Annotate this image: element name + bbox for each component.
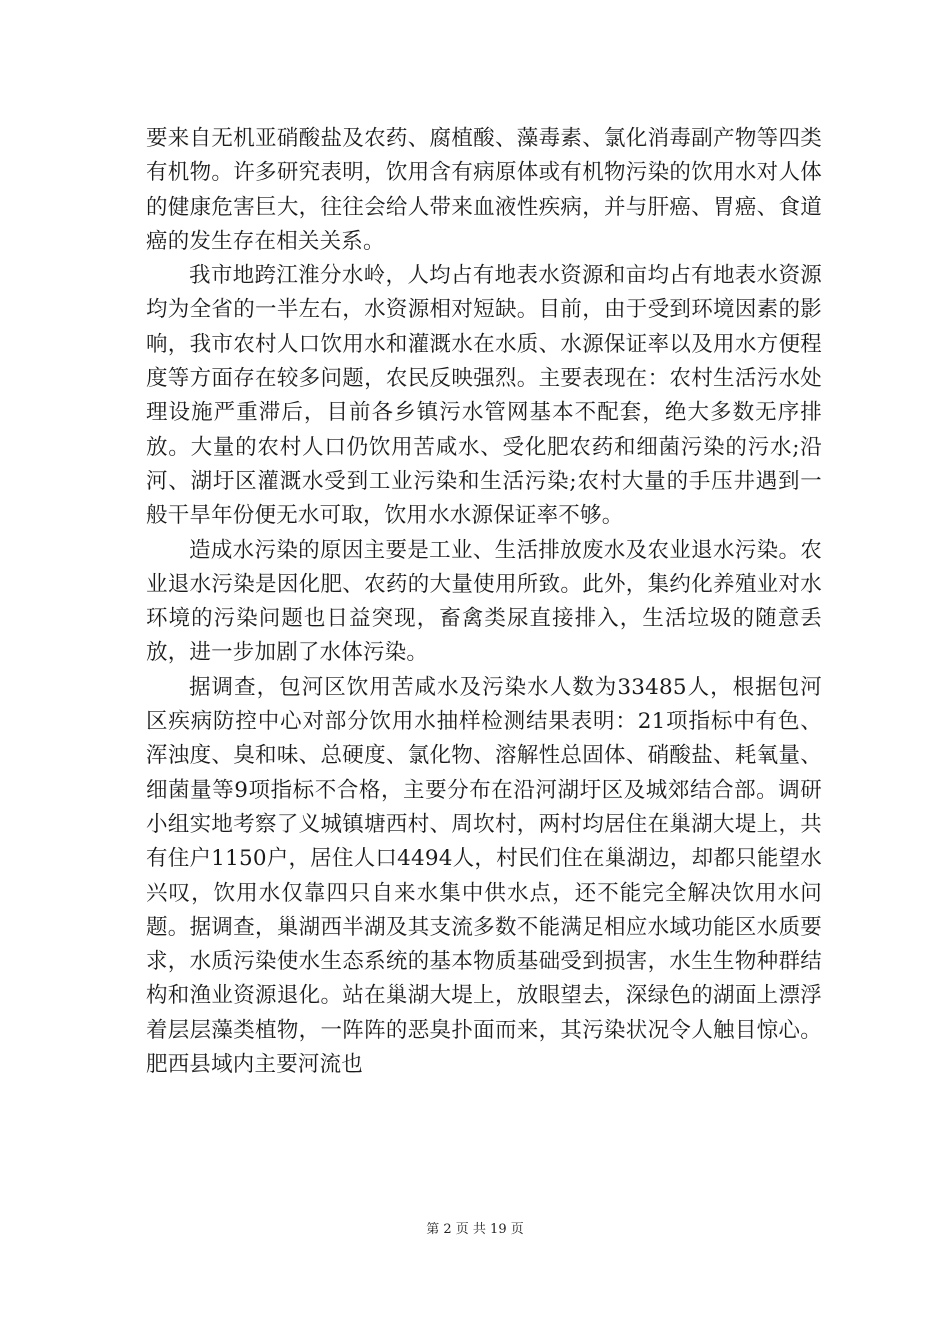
document-body	[146, 122, 822, 1082]
paragraph-pollution-causes: 造成水污染的原因主要是工业、生活排放废水及农业退水污染。农业退水污染是因化肥、农药的大量使用所致。此外，集约化养殖业对水环境的污染问题也日益突现，畜禽类尿直接排入，生活垃圾的随意丢放，进一步加剧了水体污染。	[146, 537, 822, 666]
paragraph-continuation: 要来自无机亚硝酸盐及农药、腐植酸、藻毒素、氯化消毒副产物等四类有机物。许多研究表明，饮用含有病原体或有机物污染的饮用水对人体的健康危害巨大，往往会给人带来血液性疾病，并与肝癌、胃癌、食道癌的发生存在相关关系。	[146, 126, 822, 254]
page-number: 第 2 页 共 19 页	[426, 1222, 524, 1237]
paragraph-survey-findings: 据调查，包河区饮用苦咸水及污染水人数为33485人，根据包河区疾病防控中心对部分饮用水抽样检测结果表明：21项指标中有色、浑浊度、臭和味、总硬度、氯化物、溶解性总固体、硝酸盐、耗氧量、细菌量等9项指标不合格，主要分布在沿河湖圩区及城郊结合部。调研小组实地考察了义城镇塘西村、周坎村，两村均居住在巢湖大堤上，共有住户1150户，居住人口4494人，村民们住在巢湖边，却都只能望水兴叹，饮用水仅靠四只自来水集中供水点，还不能完全解决饮用水问题。据调查，巢湖西半湖及其支流多数不能满足相应水域功能区水质要求，水质污染使水生态系统的基本物质基础受到损害，水生生物种群结构和渔业资源退化。站在巢湖大堤上，放眼望去，深绿色的湖面上漂浮着层层藻类植物，一阵阵的恶臭扑面而来，其污染状况令人触目惊心。肥西县域内主要河流也	[146, 674, 822, 1078]
paragraph-water-resources: 我市地跨江淮分水岭，人均占有地表水资源和亩均占有地表水资源均为全省的一半左右，水资源相对短缺。目前，由于受到环境因素的影响，我市农村人口饮用水和灌溉水在水质、水源保证率以及用水方便程度等方面存在较多问题，农民反映强烈。主要表现在：农村生活污水处理设施严重滞后，目前各乡镇污水管网基本不配套，绝大多数无序排放。大量的农村人口仍饮用苦咸水、受化肥农药和细菌污染的污水;沿河、湖圩区灌溉水受到工业污染和生活污染;农村大量的手压井遇到一般干旱年份便无水可取，饮用水水源保证率不够。	[146, 263, 822, 529]
